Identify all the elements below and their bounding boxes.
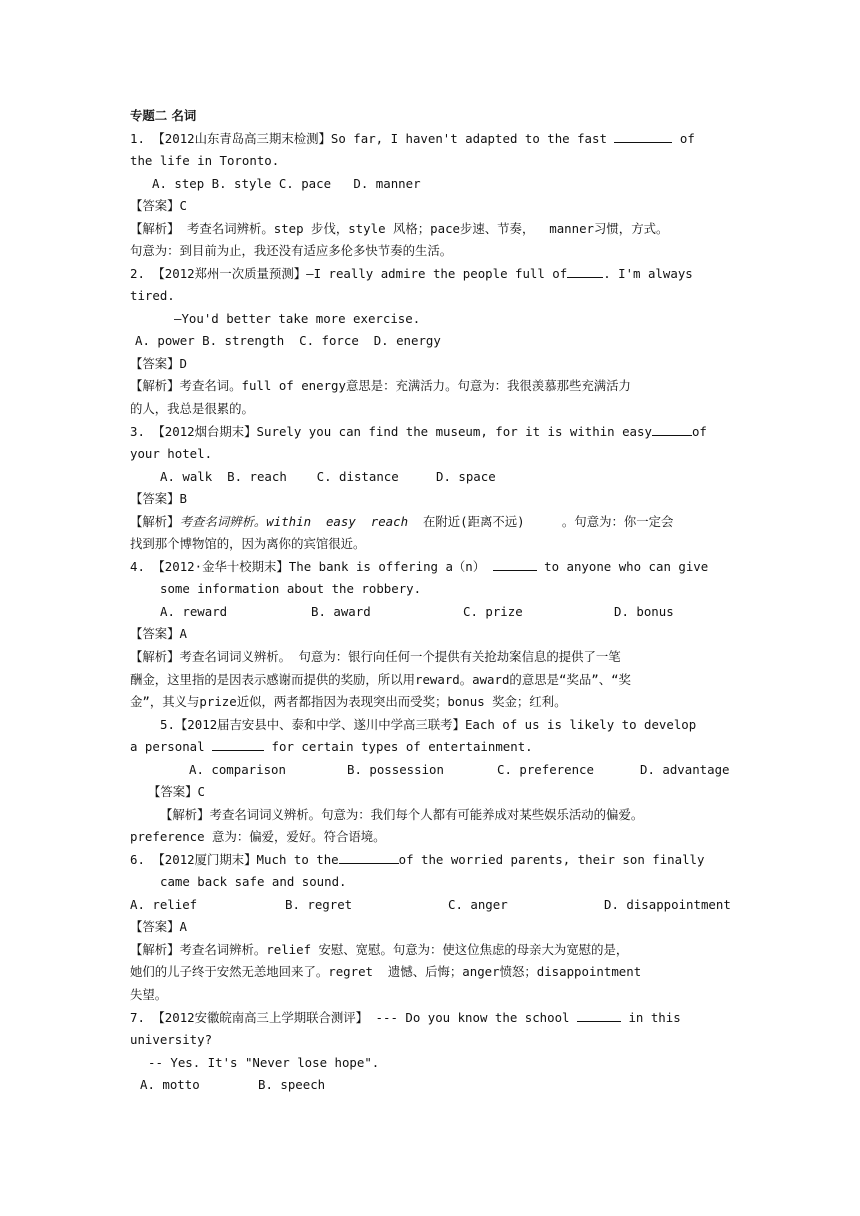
question-5-analysis-cont: preference 意为：偏爱，爱好。符合语境。 [130,829,386,844]
question-2-options: A. power B. strength C. force D. energy [135,333,441,348]
question-6-answer: 【答案】A [130,919,188,934]
question-3-stem: 3. 【2012烟台期末】Surely you can find the museum, for it is within easy of [130,424,707,439]
question-2-analysis: 【解析】考查名词。full of energy意思是：充满活力。句意为：我很羡慕那些充满活力 [130,378,631,393]
question-3-stem-cont: your hotel. [130,446,213,461]
question-4-stem-cont: some information about the robbery. [160,581,422,596]
question-4-analysis-cont: 金”，其义与prize近似，两者都指因为表现突出而受奖；bonus 奖金；红利。 [130,694,567,709]
answer-blank [652,423,692,436]
question-5-option-b: B. possession [347,762,444,777]
question-4-option-b: B. award [311,604,371,619]
question-4-analysis: 【解析】考查名词词义辨析。 句意为：银行向任何一个提供有关抢劫案信息的提供了一笔 [130,649,621,664]
question-7-stem: 7. 【2012安徽皖南高三上学期联合测评】 --- Do you know the school in this [130,1010,681,1025]
question-7-reply: -- Yes. It's "Never lose hope". [148,1055,380,1070]
question-4-answer: 【答案】A [130,626,188,641]
answer-blank [567,265,603,278]
question-6-option-c: C. anger [448,897,508,912]
answer-blank [212,738,264,751]
question-1-stem: 1. 【2012山东青岛高三期末检测】So far, I haven't adapted to the fast of [130,131,695,146]
question-4-option-c: C. prize [463,604,523,619]
question-4-analysis-cont: 酬金，这里指的是因表示感谢而提供的奖励，所以用reward。award的意思是“奖品”、“奖 [130,672,631,687]
answer-blank [577,1009,621,1022]
question-7-option-a: A. motto [140,1077,200,1092]
question-5-option-c: C. preference [497,762,594,777]
question-4-stem: 4. 【2012·金华十校期末】The bank is offering a（n） to anyone who can give [130,559,709,574]
question-2-stem: 2. 【2012郑州一次质量预测】—I really admire the people full of . I'm always [130,266,693,281]
question-6-analysis: 【解析】考查名词辨析。relief 安慰、宽慰。句意为：使这位焦虑的母亲大为宽慰的是， [130,942,629,957]
question-7-stem-cont: university? [130,1032,213,1047]
question-5-option-d: D. advantage [640,762,730,777]
question-3-options: A. walk B. reach C. distance D. space [160,469,496,484]
question-3-analysis: 【解析】考查名词辨析。within easy reach 在附近(距离不远) 。句意为：你一定会 [130,514,674,529]
answer-blank [493,558,537,571]
page-title: 专题二 名词 [130,108,197,123]
question-6-stem: 6. 【2012厦门期末】Much to the of the worried parents, their son finally [130,852,705,867]
question-5-analysis: 【解析】考查名词词义辨析。句意为：我们每个人都有可能养成对某些娱乐活动的偏爱。 [160,807,644,822]
question-2-stem-cont: tired. [130,288,175,303]
question-5-stem-cont: a personal for certain types of entertainment. [130,739,533,754]
answer-blank [339,851,399,864]
question-1-options: A. step B. style C. pace D. manner [152,176,421,191]
question-5-option-a: A. comparison [189,762,286,777]
question-6-stem-cont: came back safe and sound. [160,874,347,889]
answer-blank [614,130,672,143]
question-1-analysis: 【解析】 考查名词辨析。step 步伐，style 风格；pace步速、节奏， manner习惯，方式。 [130,221,669,236]
question-6-option-d: D. disappointment [604,897,731,912]
question-6-analysis-cont: 她们的儿子终于安然无恙地回来了。regret 遗憾、后悔；anger愤怒；disappointment [130,964,642,979]
question-4-option-d: D. bonus [614,604,674,619]
question-1-answer: 【答案】C [130,198,188,213]
question-6-option-a: A. relief [130,897,198,912]
question-6-option-b: B. regret [285,897,353,912]
question-1-stem-cont: the life in Toronto. [130,153,280,168]
question-1-analysis-cont: 句意为：到目前为止，我还没有适应多伦多快节奏的生活。 [130,243,453,258]
question-6-analysis-cont: 失望。 [130,987,168,1002]
question-2-analysis-cont: 的人，我总是很累的。 [130,401,254,416]
question-5-answer: 【答案】C [148,784,206,799]
question-3-answer: 【答案】B [130,491,188,506]
question-4-option-a: A. reward [160,604,228,619]
question-2-reply: —You'd better take more exercise. [174,311,421,326]
question-5-stem: 5.【2012届吉安县中、泰和中学、遂川中学高三联考】Each of us is likely to develop [160,717,697,732]
question-3-analysis-cont: 找到那个博物馆的，因为离你的宾馆很近。 [130,536,366,551]
question-7-option-b: B. speech [258,1077,326,1092]
question-2-answer: 【答案】D [130,356,188,371]
